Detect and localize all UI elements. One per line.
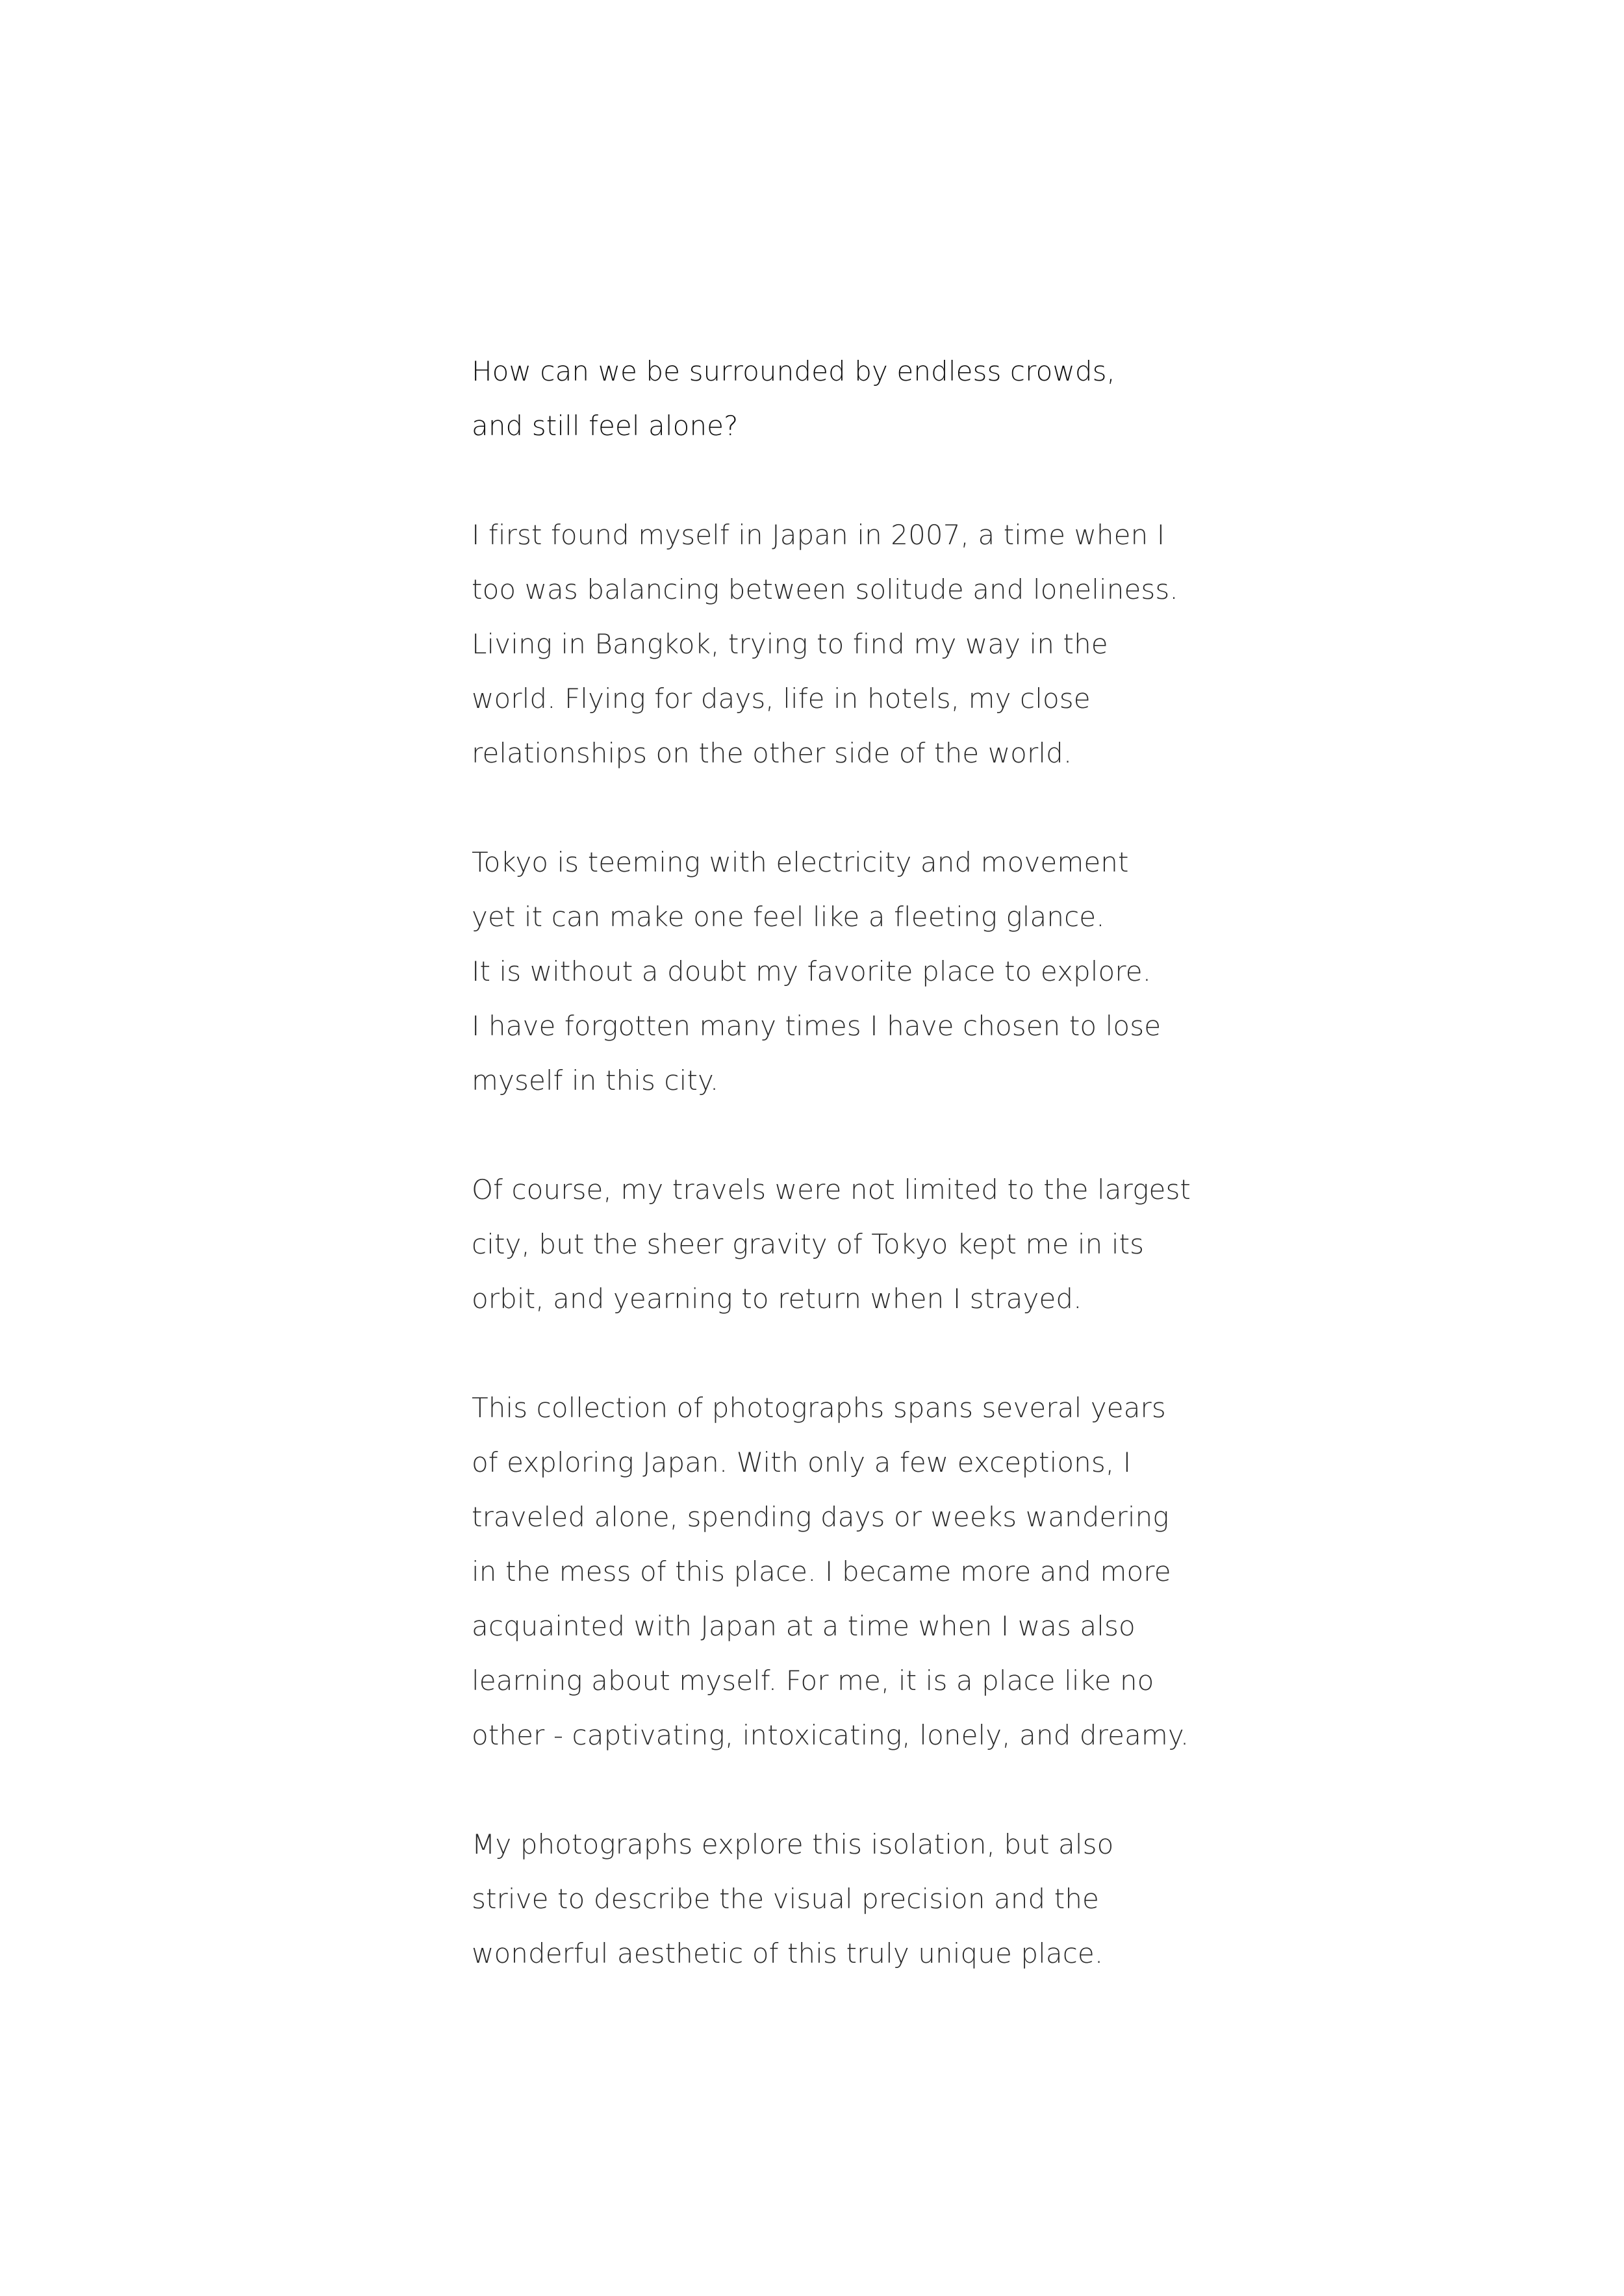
- paragraph-line: yet it can make one feel like a fleeting glance.: [472, 901, 1105, 933]
- paragraph-line: Tokyo is teeming with electricity and movement: [472, 846, 1129, 878]
- paragraph-3: [472, 1163, 1193, 1326]
- paragraph-line: Of course, my travels were not limited to the largest: [472, 1174, 1191, 1205]
- paragraph-line: too was balancing between solitude and loneliness.: [472, 574, 1178, 605]
- paragraph-line: orbit, and yearning to return when I strayed.: [472, 1283, 1082, 1315]
- paragraph-line: relationships on the other side of the world.: [472, 737, 1072, 769]
- paragraph-line: acquainted with Japan at a time when I was also: [472, 1610, 1136, 1642]
- paragraph-line: other - captivating, intoxicating, lonely, and dreamy.: [472, 1719, 1189, 1751]
- paragraph-line: This collection of photographs spans several years: [472, 1392, 1166, 1424]
- paragraph-line: It is without a doubt my favorite place to explore.: [472, 955, 1152, 987]
- heading: [472, 344, 1193, 453]
- paragraph-2: [472, 835, 1193, 1108]
- paragraph-line: My photographs explore this isolation, but also: [472, 1828, 1114, 1860]
- paragraph-line: strive to describe the visual precision and the: [472, 1883, 1099, 1915]
- heading-line: How can we be surrounded by endless crowds,: [472, 355, 1116, 387]
- paragraph-line: learning about myself. For me, it is a place like no: [472, 1665, 1154, 1697]
- heading-line: and still feel alone?: [472, 410, 739, 442]
- paragraph-line: I first found myself in Japan in 2007, a time when I: [472, 519, 1165, 551]
- text-column: [472, 344, 1193, 1981]
- paragraph-line: myself in this city.: [472, 1065, 719, 1096]
- paragraph-line: I have forgotten many times I have chosen to lose: [472, 1010, 1161, 1042]
- paragraph-line: of exploring Japan. With only a few exceptions, I: [472, 1446, 1132, 1478]
- paragraph-line: wonderful aesthetic of this truly unique place.: [472, 1937, 1104, 1969]
- paragraph-line: traveled alone, spending days or weeks wandering: [472, 1501, 1169, 1533]
- paragraph-line: in the mess of this place. I became more and more: [472, 1556, 1171, 1587]
- paragraph-line: city, but the sheer gravity of Tokyo kept me in its: [472, 1228, 1145, 1260]
- paragraph-line: world. Flying for days, life in hotels, my close: [472, 683, 1091, 714]
- paragraph-1: [472, 508, 1193, 781]
- paragraph-5: [472, 1817, 1193, 1981]
- paragraph-line: Living in Bangkok, trying to find my way in the: [472, 628, 1108, 660]
- paragraph-4: [472, 1381, 1193, 1763]
